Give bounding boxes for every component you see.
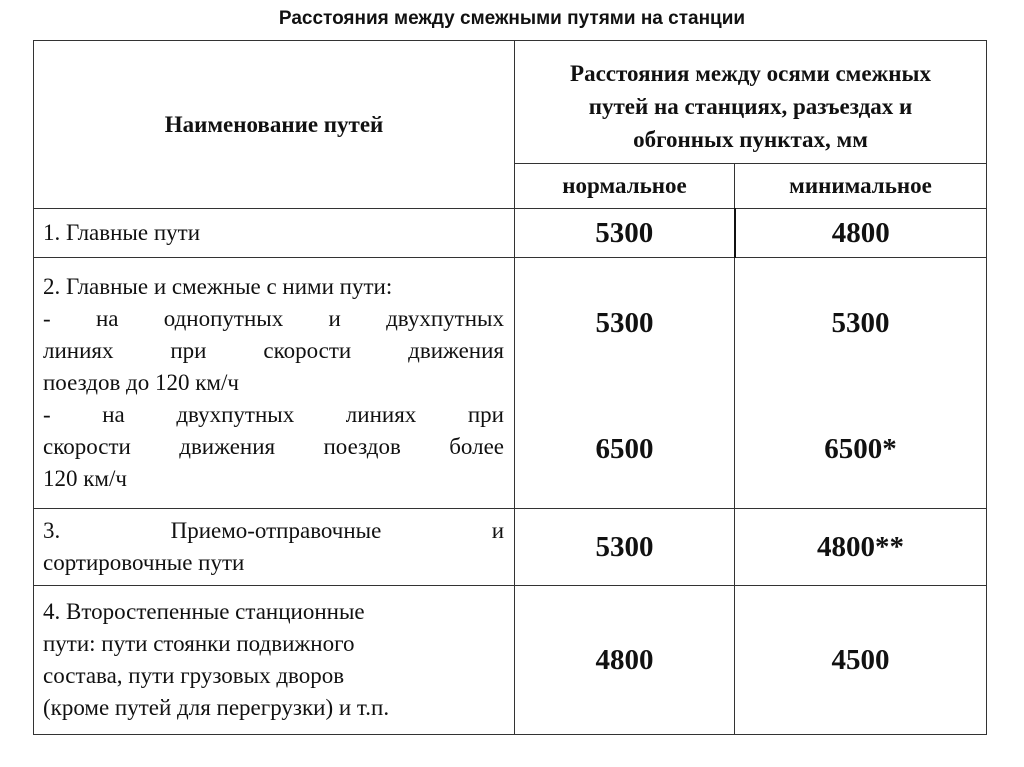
header-distance-line: обгонных пунктах, мм	[633, 126, 868, 152]
track-name-cell	[34, 509, 515, 586]
header-track-name: Наименование путей	[34, 41, 515, 209]
minimal-value: 4800	[735, 209, 987, 258]
normal-value: 5300	[515, 509, 735, 586]
header-distance-line: путей на станциях, разъездах и	[588, 93, 913, 119]
normal-value-cell	[515, 258, 735, 509]
minimal-value: 4500	[735, 586, 987, 735]
track-name-line: - на однопутных и двухпутных	[43, 306, 504, 331]
minimal-value-cell	[735, 258, 987, 509]
track-name-line: 1. Главные пути	[43, 220, 201, 245]
track-name-line: 3. Приемо-отправочные и	[43, 518, 504, 543]
track-name-cell	[34, 209, 515, 258]
normal-value: 6500	[595, 433, 654, 465]
normal-value: 5300	[515, 209, 735, 258]
table-row	[34, 258, 987, 509]
track-name-line: (кроме путей для перегрузки) и т.п.	[43, 695, 390, 720]
header-minimal: минимальное	[735, 164, 987, 209]
table-row	[34, 586, 987, 735]
header-distance	[515, 41, 987, 164]
track-name-line: состава, пути грузовых дворов	[43, 663, 345, 688]
minimal-value: 5300	[831, 307, 890, 339]
track-name-line: скорости движения поездов более	[43, 434, 504, 459]
track-name-line: линиях при скорости движения	[43, 338, 504, 363]
track-distance-table	[33, 40, 987, 735]
normal-value: 5300	[595, 307, 654, 339]
track-name-line: сортировочные пути	[43, 550, 245, 575]
header-row	[34, 41, 987, 164]
header-distance-line: Расстояния между осями смежных	[570, 60, 931, 86]
normal-value: 4800	[515, 586, 735, 735]
track-name-cell	[34, 586, 515, 735]
minimal-value: 6500*	[824, 433, 897, 465]
track-name-line: поездов до 120 км/ч	[43, 370, 239, 395]
track-name-line: 4. Второстепенные станционные	[43, 599, 365, 624]
table-row	[34, 509, 987, 586]
header-normal: нормальное	[515, 164, 735, 209]
track-name-cell	[34, 258, 515, 509]
track-name-line: 120 км/ч	[43, 466, 127, 491]
track-name-line: 2. Главные и смежные с ними пути:	[43, 274, 393, 299]
track-name-line: - на двухпутных линиях при	[43, 402, 504, 427]
minimal-value: 4800**	[735, 509, 987, 586]
track-name-line: пути: пути стоянки подвижного	[43, 631, 355, 656]
document-title: Расстояния между смежными путями на станции	[278, 8, 746, 29]
table-row	[34, 209, 987, 258]
